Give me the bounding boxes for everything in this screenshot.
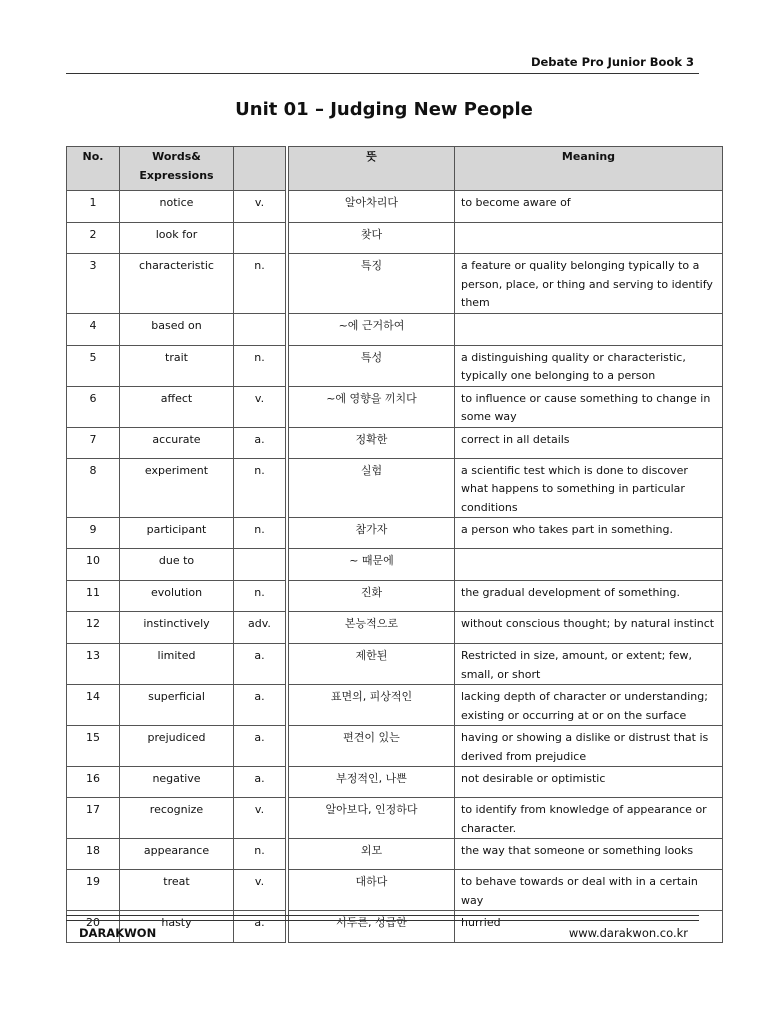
- row-number: 18: [67, 839, 120, 870]
- row-part-of-speech: a.: [234, 726, 286, 767]
- unit-title: Unit 01 – Judging New People: [235, 99, 533, 120]
- row-number: 16: [67, 767, 120, 798]
- table-row: [67, 254, 723, 314]
- row-english-meaning: lacking depth of character or understanding; existing or occurring at or on the surface: [455, 685, 723, 726]
- row-word: experiment: [120, 458, 234, 518]
- row-number: 6: [67, 386, 120, 427]
- row-number: 4: [67, 313, 120, 345]
- row-part-of-speech: v.: [234, 386, 286, 427]
- row-number: 7: [67, 427, 120, 458]
- header-divider: [66, 73, 699, 74]
- row-number: 15: [67, 726, 120, 767]
- row-number: 3: [67, 254, 120, 314]
- row-number: 8: [67, 458, 120, 518]
- row-korean-meaning: 표면의, 피상적인: [289, 685, 455, 726]
- row-number: 12: [67, 612, 120, 644]
- row-word: accurate: [120, 427, 234, 458]
- row-korean-meaning: 대하다: [289, 870, 455, 911]
- table-row: [67, 458, 723, 518]
- row-english-meaning: [455, 223, 723, 254]
- row-number: 14: [67, 685, 120, 726]
- row-word: trait: [120, 345, 234, 386]
- row-part-of-speech: a.: [234, 767, 286, 798]
- row-english-meaning: [455, 313, 723, 345]
- row-part-of-speech: v.: [234, 870, 286, 911]
- row-english-meaning: a distinguishing quality or characteristic, typically one belonging to a person: [455, 345, 723, 386]
- row-korean-meaning: 알아보다, 인정하다: [289, 798, 455, 839]
- table-row: [67, 726, 723, 767]
- row-korean-meaning: 특징: [289, 254, 455, 314]
- row-part-of-speech: n.: [234, 345, 286, 386]
- row-word: evolution: [120, 581, 234, 612]
- row-part-of-speech: n.: [234, 254, 286, 314]
- row-word: instinctively: [120, 612, 234, 644]
- row-english-meaning: Restricted in size, amount, or extent; few, small, or short: [455, 644, 723, 685]
- row-english-meaning: without conscious thought; by natural instinct: [455, 612, 723, 644]
- row-word: based on: [120, 313, 234, 345]
- publisher-website: www.darakwon.co.kr: [568, 926, 688, 940]
- row-word: hasty: [120, 911, 234, 943]
- row-word: treat: [120, 870, 234, 911]
- row-number: 9: [67, 518, 120, 549]
- row-english-meaning: to become aware of: [455, 191, 723, 223]
- row-part-of-speech: v.: [234, 798, 286, 839]
- row-word: participant: [120, 518, 234, 549]
- row-english-meaning: the gradual development of something.: [455, 581, 723, 612]
- row-part-of-speech: a.: [234, 685, 286, 726]
- row-korean-meaning: ~에 영향을 끼치다: [289, 386, 455, 427]
- header-korean: 뜻: [289, 147, 455, 191]
- row-english-meaning: to identify from knowledge of appearance or character.: [455, 798, 723, 839]
- row-korean-meaning: 본능적으로: [289, 612, 455, 644]
- header-words: Words& Expressions: [120, 147, 234, 191]
- row-number: 19: [67, 870, 120, 911]
- row-english-meaning: a person who takes part in something.: [455, 518, 723, 549]
- row-word: limited: [120, 644, 234, 685]
- row-number: 20: [67, 911, 120, 943]
- table-row: [67, 223, 723, 254]
- row-english-meaning: not desirable or optimistic: [455, 767, 723, 798]
- table-header-row: [67, 147, 723, 191]
- vocabulary-table: [66, 146, 723, 943]
- row-word: prejudiced: [120, 726, 234, 767]
- table-row: [67, 839, 723, 870]
- table-row: [67, 191, 723, 223]
- row-korean-meaning: 실험: [289, 458, 455, 518]
- row-english-meaning: a scientific test which is done to discover what happens to something in particular conditions: [455, 458, 723, 518]
- row-part-of-speech: a.: [234, 911, 286, 943]
- row-number: 17: [67, 798, 120, 839]
- row-korean-meaning: 외모: [289, 839, 455, 870]
- row-part-of-speech: n.: [234, 839, 286, 870]
- row-english-meaning: having or showing a dislike or distrust that is derived from prejudice: [455, 726, 723, 767]
- row-part-of-speech: adv.: [234, 612, 286, 644]
- header-no: No.: [67, 147, 120, 191]
- row-word: recognize: [120, 798, 234, 839]
- table-row: [67, 345, 723, 386]
- row-word: notice: [120, 191, 234, 223]
- publisher-name: DARAKWON: [79, 926, 157, 940]
- row-word: superficial: [120, 685, 234, 726]
- row-word: characteristic: [120, 254, 234, 314]
- row-word: look for: [120, 223, 234, 254]
- row-number: 1: [67, 191, 120, 223]
- row-number: 13: [67, 644, 120, 685]
- table-row: [67, 581, 723, 612]
- row-korean-meaning: 찾다: [289, 223, 455, 254]
- table-row: [67, 767, 723, 798]
- row-part-of-speech: n.: [234, 458, 286, 518]
- row-number: 5: [67, 345, 120, 386]
- row-word: appearance: [120, 839, 234, 870]
- table-row: [67, 549, 723, 581]
- table-row: [67, 644, 723, 685]
- header-pos: [234, 147, 286, 191]
- row-number: 2: [67, 223, 120, 254]
- row-korean-meaning: 편견이 있는: [289, 726, 455, 767]
- row-korean-meaning: ~에 근거하여: [289, 313, 455, 345]
- row-english-meaning: to behave towards or deal with in a certain way: [455, 870, 723, 911]
- row-word: negative: [120, 767, 234, 798]
- row-korean-meaning: 부정적인, 나쁜: [289, 767, 455, 798]
- table-row: [67, 612, 723, 644]
- row-part-of-speech: [234, 549, 286, 581]
- row-korean-meaning: ~ 때문에: [289, 549, 455, 581]
- row-korean-meaning: 정확한: [289, 427, 455, 458]
- row-part-of-speech: [234, 313, 286, 345]
- row-part-of-speech: v.: [234, 191, 286, 223]
- table-row: [67, 685, 723, 726]
- row-number: 10: [67, 549, 120, 581]
- row-english-meaning: correct in all details: [455, 427, 723, 458]
- header-meaning: Meaning: [455, 147, 723, 191]
- row-english-meaning: hurried: [455, 911, 723, 943]
- row-korean-meaning: 알아차리다: [289, 191, 455, 223]
- footer-divider: [66, 915, 699, 916]
- row-korean-meaning: 서두른, 성급한: [289, 911, 455, 943]
- row-part-of-speech: a.: [234, 644, 286, 685]
- row-part-of-speech: a.: [234, 427, 286, 458]
- row-part-of-speech: [234, 223, 286, 254]
- row-english-meaning: a feature or quality belonging typically to a person, place, or thing and serving to identify them: [455, 254, 723, 314]
- row-part-of-speech: n.: [234, 581, 286, 612]
- row-english-meaning: [455, 549, 723, 581]
- table-row: [67, 798, 723, 839]
- row-english-meaning: the way that someone or something looks: [455, 839, 723, 870]
- row-number: 11: [67, 581, 120, 612]
- row-korean-meaning: 참가자: [289, 518, 455, 549]
- row-korean-meaning: 제한된: [289, 644, 455, 685]
- row-korean-meaning: 진화: [289, 581, 455, 612]
- table-row: [67, 386, 723, 427]
- row-word: due to: [120, 549, 234, 581]
- footer-divider-thin: [66, 920, 699, 921]
- table-row: [67, 518, 723, 549]
- row-word: affect: [120, 386, 234, 427]
- table-row: [67, 427, 723, 458]
- row-korean-meaning: 특성: [289, 345, 455, 386]
- table-row: [67, 313, 723, 345]
- row-part-of-speech: n.: [234, 518, 286, 549]
- table-row: [67, 870, 723, 911]
- book-title: Debate Pro Junior Book 3: [530, 55, 694, 69]
- row-english-meaning: to influence or cause something to change in some way: [455, 386, 723, 427]
